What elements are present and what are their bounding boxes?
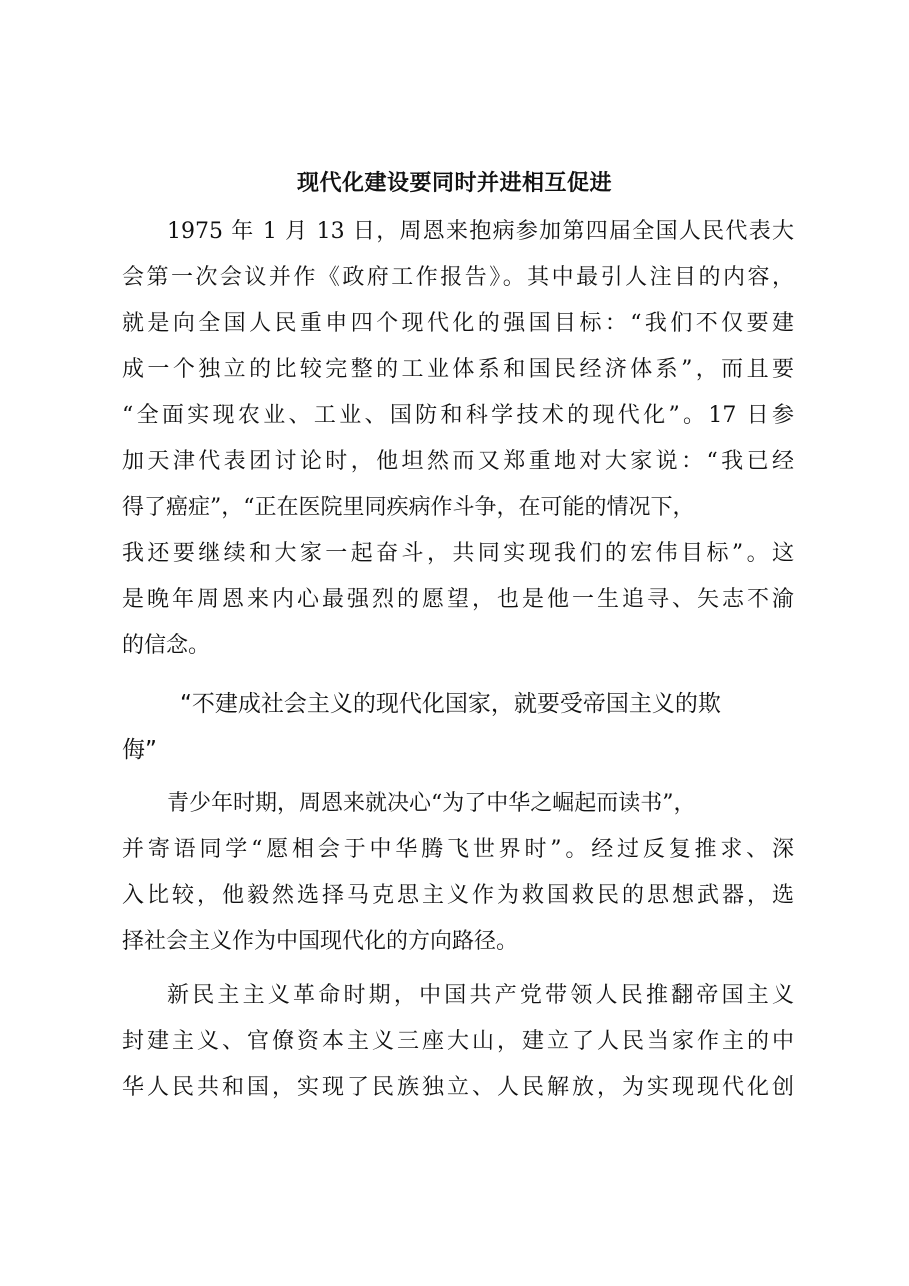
para2-line-4: 择社会主义作为中国现代化的方向路径。 xyxy=(122,929,519,954)
para3-line-3: 华人民共和国，实现了民族独立、人民解放，为实现现代化创 xyxy=(122,1075,794,1100)
para2-line-1: 青少年时期，周恩来就决心“为了中华之崛起而读书”， xyxy=(167,791,696,816)
para1-line-10: 的信念。 xyxy=(122,633,211,658)
section-heading-line-1: “不建成社会主义的现代化国家，就要受帝国主义的欺 xyxy=(180,691,721,717)
para1-line-8: 我还要继续和大家一起奋斗，共同实现我们的宏伟目标”。这 xyxy=(122,541,794,566)
para1-line-5: “全面实现农业、工业、国防和科学技术的现代化”。17 日参 xyxy=(122,403,794,428)
para1-line-2: 会第一次会议并作《政府工作报告》。其中最引人注目的内容， xyxy=(122,265,794,290)
para1-line-6: 加天津代表团讨论时，他坦然而又郑重地对大家说：“我已经 xyxy=(122,449,794,474)
para2-line-2: 并寄语同学“愿相会于中华腾飞世界时”。经过反复推求、深 xyxy=(122,837,794,862)
document-title: 现代化建设要同时并进相互促进 xyxy=(296,170,612,196)
para1-line-7: 得了癌症”，“正在医院里同疾病作斗争，在可能的情况下， xyxy=(122,495,695,520)
para1-line-3: 就是向全国人民重申四个现代化的强国目标：“我们不仅要建 xyxy=(122,311,794,336)
para1-line-1: 1975 年 1 月 13 日，周恩来抱病参加第四届全国人民代表大 xyxy=(167,219,794,244)
para3-line-1: 新民主主义革命时期，中国共产党带领人民推翻帝国主义 xyxy=(167,983,794,1008)
section-heading-line-2: 侮” xyxy=(122,737,157,763)
para1-line-4: 成一个独立的比较完整的工业体系和国民经济体系”，而且要 xyxy=(122,357,794,382)
para1-line-9: 是晚年周恩来内心最强烈的愿望，也是他一生追寻、矢志不渝 xyxy=(122,587,794,612)
para3-line-2: 封建主义、官僚资本主义三座大山，建立了人民当家作主的中 xyxy=(122,1029,794,1054)
para2-line-3: 入比较，他毅然选择马克思主义作为救国救民的思想武器，选 xyxy=(122,883,794,908)
